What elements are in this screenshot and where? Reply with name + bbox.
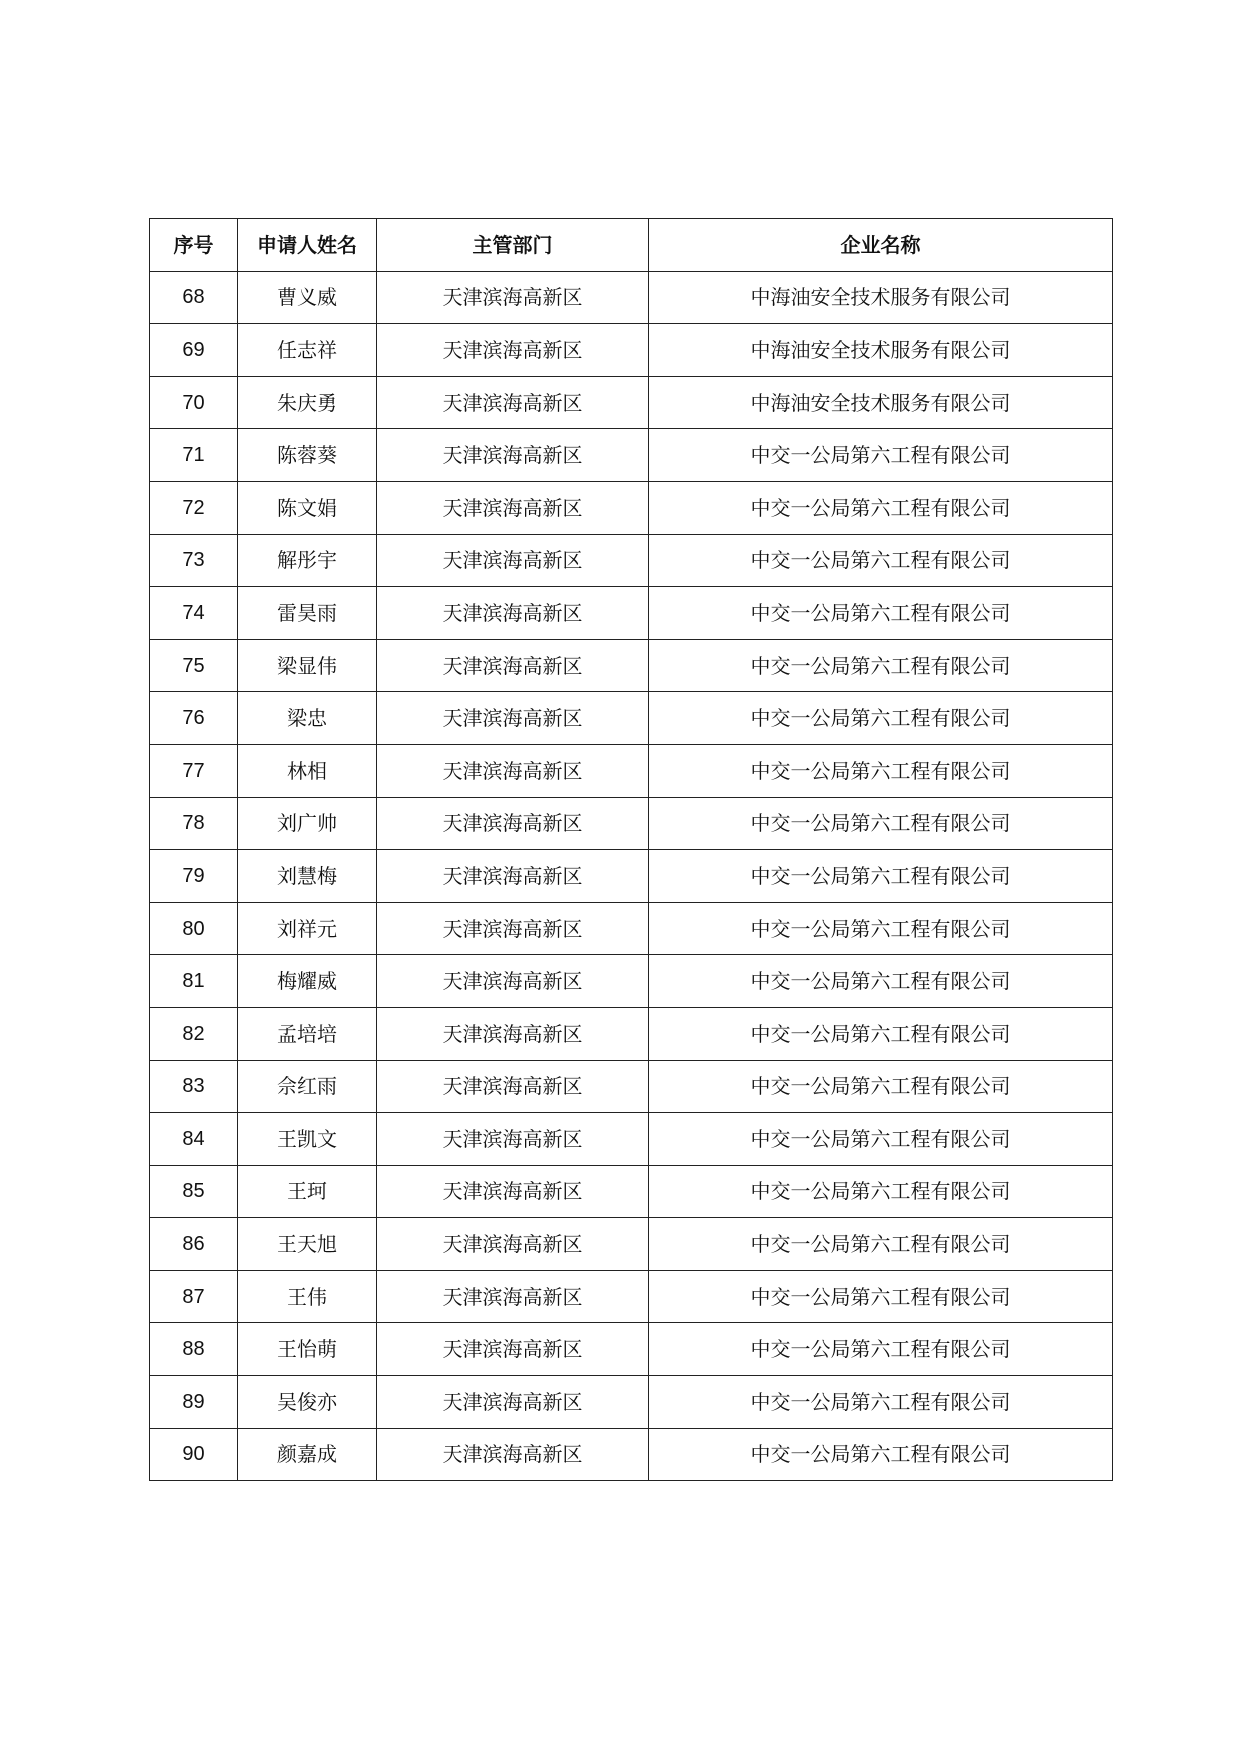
table-row [150,534,1113,587]
table-row [150,271,1113,324]
table-body [150,271,1113,1481]
cell-department: 天津滨海高新区 [377,1376,649,1429]
cell-applicant-name: 颜嘉成 [238,1428,377,1481]
cell-department: 天津滨海高新区 [377,1218,649,1271]
cell-enterprise: 中海油安全技术服务有限公司 [649,324,1113,377]
cell-enterprise: 中交一公局第六工程有限公司 [649,1323,1113,1376]
header-applicant-name: 申请人姓名 [238,219,377,272]
cell-serial-number: 76 [150,692,238,745]
cell-applicant-name: 吴俊亦 [238,1376,377,1429]
cell-enterprise: 中交一公局第六工程有限公司 [649,639,1113,692]
cell-serial-number: 88 [150,1323,238,1376]
cell-applicant-name: 王天旭 [238,1218,377,1271]
cell-serial-number: 71 [150,429,238,482]
cell-serial-number: 82 [150,1007,238,1060]
table-row [150,1165,1113,1218]
cell-applicant-name: 任志祥 [238,324,377,377]
cell-enterprise: 中交一公局第六工程有限公司 [649,692,1113,745]
cell-department: 天津滨海高新区 [377,534,649,587]
cell-department: 天津滨海高新区 [377,376,649,429]
cell-enterprise: 中交一公局第六工程有限公司 [649,1007,1113,1060]
cell-department: 天津滨海高新区 [377,639,649,692]
cell-applicant-name: 解彤宇 [238,534,377,587]
cell-serial-number: 89 [150,1376,238,1429]
cell-enterprise: 中交一公局第六工程有限公司 [649,1270,1113,1323]
cell-department: 天津滨海高新区 [377,902,649,955]
cell-applicant-name: 朱庆勇 [238,376,377,429]
table-row [150,376,1113,429]
cell-enterprise: 中交一公局第六工程有限公司 [649,534,1113,587]
cell-serial-number: 74 [150,587,238,640]
cell-applicant-name: 梅耀威 [238,955,377,1008]
table-row [150,639,1113,692]
cell-department: 天津滨海高新区 [377,1007,649,1060]
cell-department: 天津滨海高新区 [377,1113,649,1166]
table-row [150,1428,1113,1481]
cell-applicant-name: 刘广帅 [238,797,377,850]
table-row [150,587,1113,640]
table-row [150,1323,1113,1376]
cell-department: 天津滨海高新区 [377,692,649,745]
table-row [150,1060,1113,1113]
cell-department: 天津滨海高新区 [377,850,649,903]
cell-applicant-name: 梁显伟 [238,639,377,692]
table-row [150,692,1113,745]
cell-department: 天津滨海高新区 [377,797,649,850]
cell-serial-number: 73 [150,534,238,587]
cell-enterprise: 中交一公局第六工程有限公司 [649,1428,1113,1481]
cell-applicant-name: 孟培培 [238,1007,377,1060]
cell-department: 天津滨海高新区 [377,955,649,1008]
header-serial-number: 序号 [150,219,238,272]
cell-enterprise: 中交一公局第六工程有限公司 [649,797,1113,850]
cell-enterprise: 中交一公局第六工程有限公司 [649,587,1113,640]
cell-applicant-name: 刘慧梅 [238,850,377,903]
table-row [150,1218,1113,1271]
cell-applicant-name: 雷昊雨 [238,587,377,640]
cell-enterprise: 中交一公局第六工程有限公司 [649,850,1113,903]
cell-department: 天津滨海高新区 [377,481,649,534]
table-row [150,324,1113,377]
cell-enterprise: 中交一公局第六工程有限公司 [649,1218,1113,1271]
table-row [150,1113,1113,1166]
cell-serial-number: 87 [150,1270,238,1323]
cell-enterprise: 中交一公局第六工程有限公司 [649,1060,1113,1113]
cell-department: 天津滨海高新区 [377,1323,649,1376]
cell-serial-number: 77 [150,744,238,797]
cell-applicant-name: 林相 [238,744,377,797]
cell-serial-number: 81 [150,955,238,1008]
cell-applicant-name: 刘祥元 [238,902,377,955]
header-enterprise: 企业名称 [649,219,1113,272]
cell-serial-number: 75 [150,639,238,692]
header-department: 主管部门 [377,219,649,272]
cell-serial-number: 72 [150,481,238,534]
table-row [150,744,1113,797]
cell-department: 天津滨海高新区 [377,587,649,640]
cell-applicant-name: 曹义威 [238,271,377,324]
cell-department: 天津滨海高新区 [377,1428,649,1481]
cell-serial-number: 78 [150,797,238,850]
table-row [150,1007,1113,1060]
table-row [150,429,1113,482]
cell-enterprise: 中交一公局第六工程有限公司 [649,429,1113,482]
cell-applicant-name: 王伟 [238,1270,377,1323]
cell-applicant-name: 王凯文 [238,1113,377,1166]
table-header-row [150,219,1113,272]
table-row [150,1270,1113,1323]
cell-applicant-name: 陈蓉葵 [238,429,377,482]
cell-serial-number: 68 [150,271,238,324]
cell-serial-number: 90 [150,1428,238,1481]
table-row [150,850,1113,903]
cell-enterprise: 中交一公局第六工程有限公司 [649,902,1113,955]
cell-department: 天津滨海高新区 [377,429,649,482]
cell-enterprise: 中交一公局第六工程有限公司 [649,955,1113,1008]
table-row [150,481,1113,534]
cell-serial-number: 84 [150,1113,238,1166]
cell-department: 天津滨海高新区 [377,1165,649,1218]
table-row [150,797,1113,850]
cell-enterprise: 中交一公局第六工程有限公司 [649,481,1113,534]
table-row [150,955,1113,1008]
cell-enterprise: 中交一公局第六工程有限公司 [649,1376,1113,1429]
cell-enterprise: 中海油安全技术服务有限公司 [649,376,1113,429]
cell-department: 天津滨海高新区 [377,271,649,324]
cell-enterprise: 中交一公局第六工程有限公司 [649,1165,1113,1218]
table-row [150,1376,1113,1429]
cell-applicant-name: 佘红雨 [238,1060,377,1113]
cell-applicant-name: 陈文娟 [238,481,377,534]
cell-applicant-name: 梁忠 [238,692,377,745]
cell-department: 天津滨海高新区 [377,324,649,377]
cell-serial-number: 86 [150,1218,238,1271]
cell-enterprise: 中交一公局第六工程有限公司 [649,1113,1113,1166]
applicant-table [149,218,1113,1481]
cell-serial-number: 85 [150,1165,238,1218]
table-row [150,902,1113,955]
cell-enterprise: 中海油安全技术服务有限公司 [649,271,1113,324]
cell-serial-number: 69 [150,324,238,377]
cell-applicant-name: 王珂 [238,1165,377,1218]
cell-serial-number: 70 [150,376,238,429]
cell-applicant-name: 王怡萌 [238,1323,377,1376]
cell-serial-number: 83 [150,1060,238,1113]
cell-department: 天津滨海高新区 [377,744,649,797]
cell-serial-number: 79 [150,850,238,903]
cell-serial-number: 80 [150,902,238,955]
cell-department: 天津滨海高新区 [377,1060,649,1113]
cell-department: 天津滨海高新区 [377,1270,649,1323]
cell-enterprise: 中交一公局第六工程有限公司 [649,744,1113,797]
